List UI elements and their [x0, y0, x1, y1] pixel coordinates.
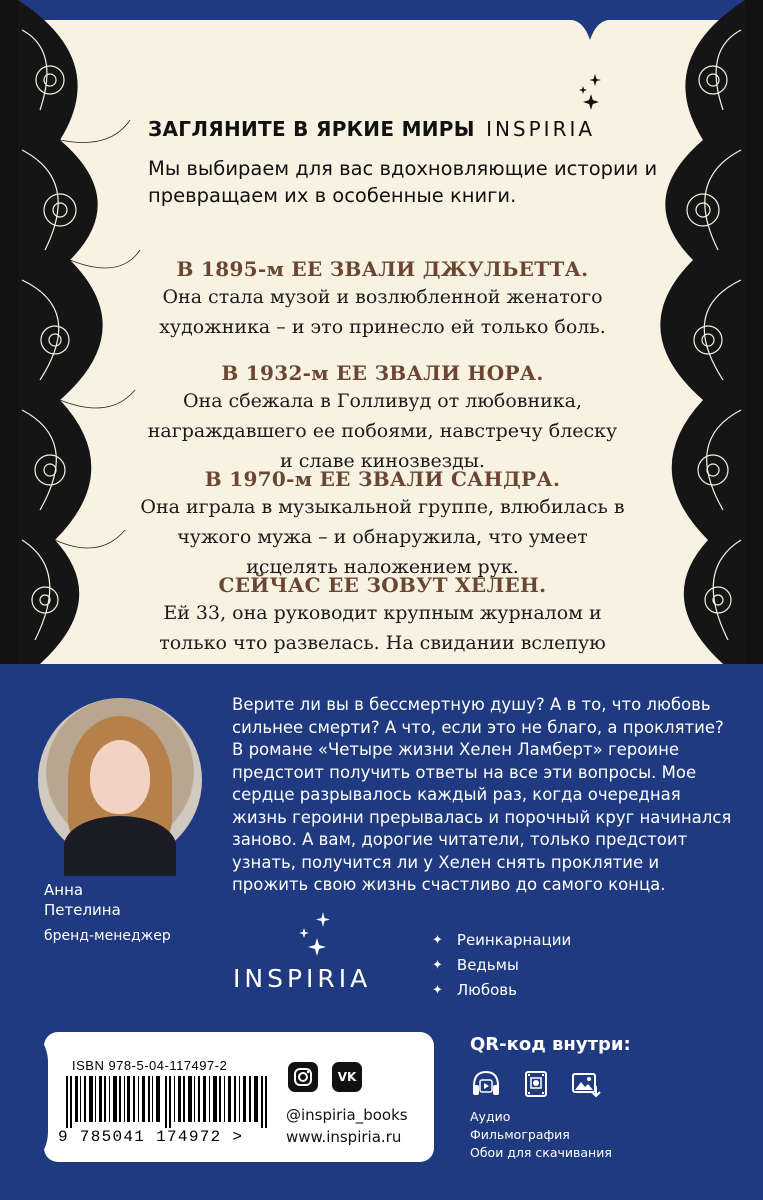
blurb-text: Ей 33, она руководит крупным журналом и только что развелась. На свидании вслепую	[159, 602, 606, 654]
lace-ornament-left	[0, 0, 150, 664]
blurb-text: Она сбежала в Голливуд от любовника, награждавшего ее побоями, навстречу блеску и славе кинозвезды.	[147, 390, 618, 472]
blurb-1	[140, 256, 625, 342]
tag-list	[432, 928, 571, 1003]
barcode-digits: 9 785041 174972 >	[58, 1128, 244, 1146]
blurb-2	[140, 360, 625, 476]
website-link[interactable]: www.inspiria.ru	[286, 1128, 402, 1146]
title-brand: INSPIRIA	[486, 117, 596, 141]
barcode	[66, 1076, 270, 1128]
qr-item-wallpapers: Обои для скачивания	[470, 1145, 612, 1160]
qr-title: QR-код внутри:	[470, 1034, 631, 1055]
editor-name: Анна Петелина	[44, 881, 121, 919]
sparkle-icon	[295, 912, 335, 962]
audio-icon	[470, 1068, 502, 1100]
qr-item-films: Фильмография	[470, 1127, 570, 1142]
blurb-3	[140, 466, 625, 582]
star-icon: ✦	[432, 958, 443, 973]
bottom-section	[0, 664, 763, 1200]
star-icon: ✦	[432, 933, 443, 948]
wallpaper-download-icon	[570, 1068, 602, 1100]
blurb-text: Она стала музой и возлюбленной женатого художника – и это принесло ей только боль.	[159, 286, 606, 338]
isbn-panel	[44, 1032, 434, 1162]
social-contacts	[286, 1104, 408, 1148]
blurb-heading: СЕЙЧАС ЕЕ ЗОВУТ ХЕЛЕН.	[218, 573, 547, 597]
film-icon	[520, 1068, 552, 1100]
title-bold: ЗАГЛЯНИТЕ В ЯРКИЕ МИРЫ	[148, 117, 475, 141]
isbn-label: ISBN 978-5-04-117497-2	[72, 1058, 228, 1073]
editor-role: бренд-менеджер	[44, 928, 171, 944]
blurb-heading: В 1895-м ЕЕ ЗВАЛИ ДЖУЛЬЕТТА.	[176, 257, 589, 281]
qr-items	[470, 1108, 612, 1162]
tag-item: ✦ Реинкарнации	[432, 928, 571, 953]
social-icons	[288, 1062, 362, 1092]
blurb-text: Она играла в музыкальной группе, влюбилась в чужого мужа – и обнаружила, что умеет исцелять наложением рук.	[140, 496, 625, 578]
intro-text: Мы выбираем для вас вдохновляющие истории и превращаем их в особенные книги.	[148, 157, 658, 207]
editor-quote: Верите ли вы в бессмертную душу? А в то, что любовь сильнее смерти? А что, если это не благо, а проклятие? В романе «Четыре жизни Хелен Ламберт» героине предстоит получить ответы на все эти вопросы. Мое сердце разрывалось каждый раз, когда очередная жизнь героини прерывалась и порочный круг начинался заново. А вам, дорогие читатели, только предстоит узнать, получится ли у Хелен снять проклятие и прожить свою жизнь счастливо до самого конца.	[232, 695, 732, 894]
editor-photo	[38, 698, 202, 862]
qr-item-audio: Аудио	[470, 1109, 511, 1124]
tag-item: ✦ Любовь	[432, 978, 571, 1003]
tag-item: ✦ Ведьмы	[432, 953, 571, 978]
instagram-icon[interactable]	[288, 1062, 318, 1092]
blurb-heading: В 1932-м ЕЕ ЗВАЛИ НОРА.	[221, 361, 544, 385]
brand-logo: INSPIRIA	[233, 964, 372, 993]
blurb-heading: В 1970-м ЕЕ ЗВАЛИ САНДРА.	[204, 467, 561, 491]
instagram-handle[interactable]: @inspiria_books	[286, 1106, 408, 1124]
star-icon: ✦	[432, 983, 443, 998]
lace-ornament-right	[613, 0, 763, 664]
media-icons	[470, 1068, 602, 1100]
sparkle-icon	[575, 72, 605, 112]
page-title	[148, 117, 595, 141]
vk-icon[interactable]: VK	[332, 1062, 362, 1092]
